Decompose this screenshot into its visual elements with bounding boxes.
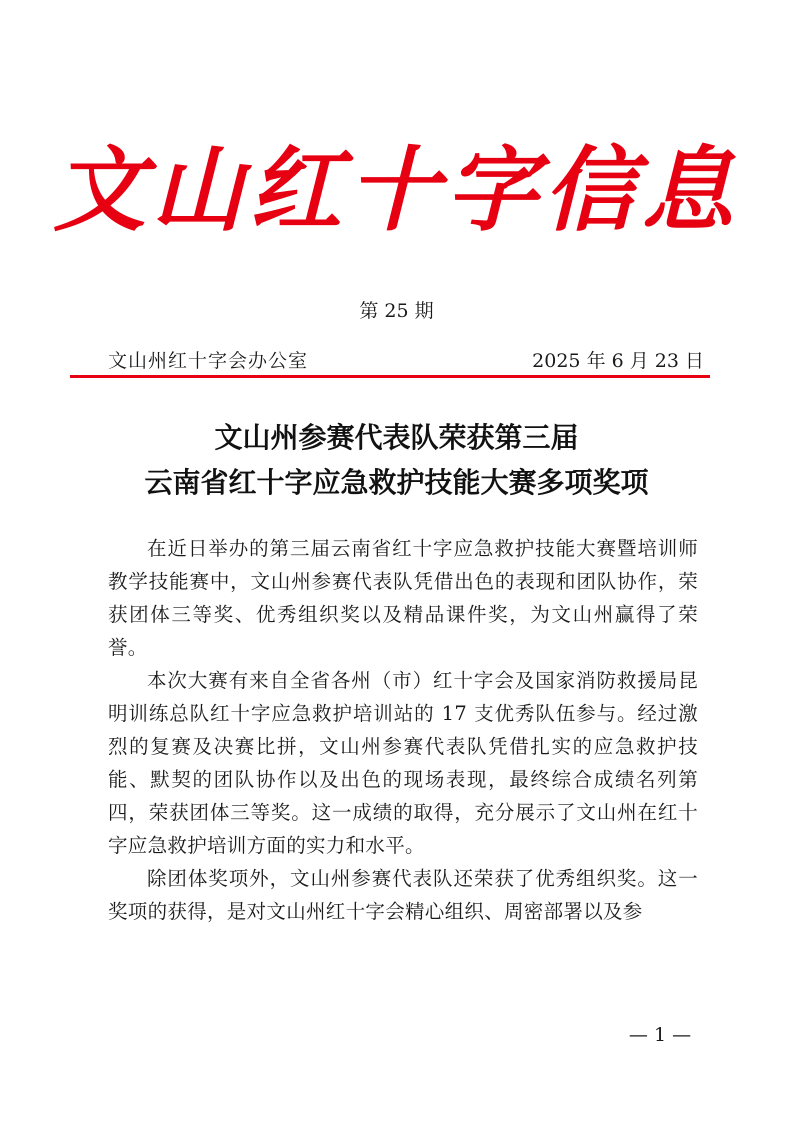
article-headline-line1: 文山州参赛代表队荣获第三届 <box>214 421 579 454</box>
page-number: — 1 — <box>628 1024 692 1046</box>
meta-row <box>108 348 704 374</box>
article-paragraph-2: 本次大赛有来自全省各州（市）红十字会及国家消防救援局昆明训练总队红十字应急救护培训站的 17 支优秀队伍参与。经过激烈的复赛及决赛比拼，文山州参赛代表队凭借扎实的应急救护技能、默契的团队协作以及出色的现场表现，最终综合成绩名列第四，荣获团体三等奖。这一成绩的取得，充分展示了文山州在红十字应急救护培训方面的实力和水平。 <box>108 669 698 857</box>
issue-number: 第 25 期 <box>359 300 434 322</box>
red-divider <box>70 375 710 378</box>
masthead-title: 文山红十字信息 <box>53 136 740 244</box>
article-body <box>108 532 698 928</box>
issue-date: 2025 年 6 月 23 日 <box>532 350 704 372</box>
article-paragraph-3: 除团体奖项外，文山州参赛代表队还荣获了优秀组织奖。这一奖项的获得，是对文山州红十字会精心组织、周密部署以及参 <box>108 867 698 923</box>
issuing-office: 文山州红十字会办公室 <box>108 350 309 372</box>
article-headline-line2: 云南省红十字应急救护技能大赛多项奖项 <box>144 466 649 499</box>
article-paragraph-1: 在近日举办的第三届云南省红十字应急救护技能大赛暨培训师教学技能赛中，文山州参赛代表队凭借出色的表现和团队协作，荣获团体三等奖、优秀组织奖以及精品课件奖，为文山州赢得了荣誉。 <box>108 537 698 659</box>
